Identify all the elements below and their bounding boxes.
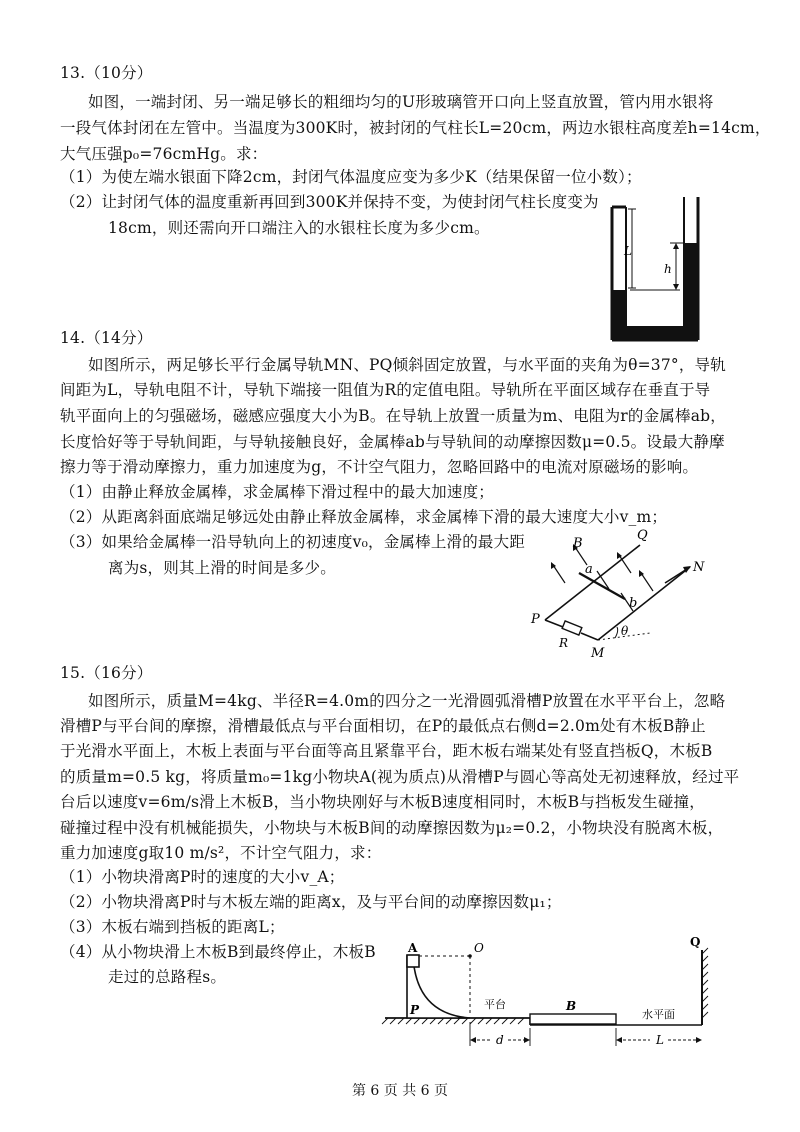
q13-subq-2-cont: 18cm，则还需向开口端注入的水银柱长度为多少cm。 (108, 219, 490, 237)
label-B: B (573, 536, 583, 551)
label-O: O (474, 941, 484, 955)
q14-line-3: 轨平面向上的匀强磁场，磁感应强度大小为B。在导轨上放置一质量为m、电阻为r的金属棒ab， (60, 407, 726, 425)
q15-line-7: 重力加速度g取10 m/s²，不计空气阻力，求： (60, 844, 382, 862)
q15-subq-4-cont: 走过的总路程s。 (108, 968, 227, 986)
q14-line-2: 间距为L，导轨电阻不计，导轨下端接一阻值为R的定值电阻。导轨所在平面区域存在垂直于导 (60, 381, 711, 399)
label-P: P (410, 1003, 420, 1017)
label-L: L (624, 244, 632, 258)
page-footer: 第 6 页 共 6 页 (351, 1083, 449, 1099)
label-platform: 平台 (484, 998, 506, 1011)
label-Q: Q (690, 935, 701, 949)
u-tube-figure (600, 195, 710, 345)
q15-line-6: 碰撞过程中没有机械能损失，小物块与木板B间的动摩擦因数为μ₂=0.2，小物块没有脱离木板， (60, 819, 724, 837)
q15-line-1: 如图所示，质量M=4kg、半径R=4.0m的四分之一光滑圆弧滑槽P放置在水平平台上，忽略 (88, 692, 726, 710)
track-figure (380, 930, 715, 1055)
label-h: h (664, 262, 672, 276)
q15-line-3: 于光滑水平面上，木板上表面与平台面等高且紧靠平台，距木板右端某处有竖直挡板Q，木板B (60, 742, 713, 760)
q15-header: 15.（16分） (60, 664, 153, 682)
q15-line-4: 的质量m=0.5 kg，将质量m₀=1kg小物块A(视为质点)从滑槽P与圆心等高处无初速释放，经过平 (60, 768, 740, 786)
rails-figure (525, 525, 715, 665)
label-P: P (531, 612, 540, 627)
q15-line-5: 台后以速度v=6m/s滑上木板B，当小物块刚好与木板B速度相同时，木板B与挡板发生碰撞， (60, 793, 705, 811)
label-N: N (693, 560, 705, 575)
label-L: L (656, 1033, 664, 1047)
q14-header: 14.（14分） (60, 329, 153, 347)
q14-line-4: 长度恰好等于导轨间距，与导轨接触良好，金属棒ab与导轨间的动摩擦因数μ=0.5。设最大静摩 (60, 433, 725, 451)
q14-subq-1: （1）由静止释放金属棒，求金属棒下滑过程中的最大加速度； (60, 483, 494, 501)
q15-subq-3: （3）木板右端到挡板的距离L； (60, 918, 285, 936)
q15-line-2: 滑槽P与平台间的摩擦，滑槽最低点与平台面相切，在P的最低点右侧d=2.0m处有木板B静止 (60, 717, 706, 735)
label-Q: Q (637, 528, 648, 543)
label-ground: 水平面 (642, 1008, 675, 1021)
q13-subq-1: （1）为使左端水银面下降2cm，封闭气体温度应变为多少K（结果保留一位小数）； (60, 168, 642, 186)
q13-line-1: 如图，一端封闭、另一端足够长的粗细均匀的U形玻璃管开口向上竖直放置，管内用水银将 (88, 93, 714, 111)
q14-line-1: 如图所示，两足够长平行金属导轨MN、PQ倾斜固定放置，与水平面的夹角为θ=37°，导轨 (88, 356, 726, 374)
q14-line-5: 擦力等于滑动摩擦力，重力加速度为g，不计空气阻力，忽略回路中的电流对原磁场的影响。 (60, 458, 699, 476)
q14-subq-3-cont: 离为s，则其上滑的时间是多少。 (108, 559, 336, 577)
label-R: R (559, 636, 569, 650)
label-board-B: B (566, 999, 577, 1013)
q15-subq-1: （1）小物块滑离P时的速度的大小v_A； (60, 868, 345, 886)
q15-subq-2: （2）小物块滑离P时与木板左端的距离x，及与平台间的动摩擦因数μ₁； (60, 893, 562, 911)
label-b: b (629, 596, 638, 611)
q13-line-2: 一段气体封闭在左管中。当温度为300K时，被封闭的气柱长L=20cm，两边水银柱高度差h=14cm， (60, 119, 771, 137)
q13-subq-2: （2）让封闭气体的温度重新再回到300K并保持不变，为使封闭气柱长度变为 (60, 193, 599, 211)
q14-subq-2: （2）从距离斜面底端足够远处由静止释放金属棒，求金属棒下滑的最大速度大小v_m； (60, 508, 668, 526)
label-a: a (585, 562, 593, 577)
q13-header: 13.（10分） (60, 64, 153, 82)
q13-line-3: 大气压强p₀=76cmHg。求： (60, 145, 268, 163)
label-A: A (408, 941, 418, 955)
q14-subq-3: （3）如果给金属棒一沿导轨向上的初速度v₀，金属棒上滑的最大距 (60, 533, 526, 551)
label-d: d (496, 1033, 504, 1047)
label-M: M (591, 646, 605, 661)
q15-subq-4: （4）从小物块滑上木板B到最终停止，木板B (60, 943, 376, 961)
label-theta: θ (621, 624, 629, 638)
